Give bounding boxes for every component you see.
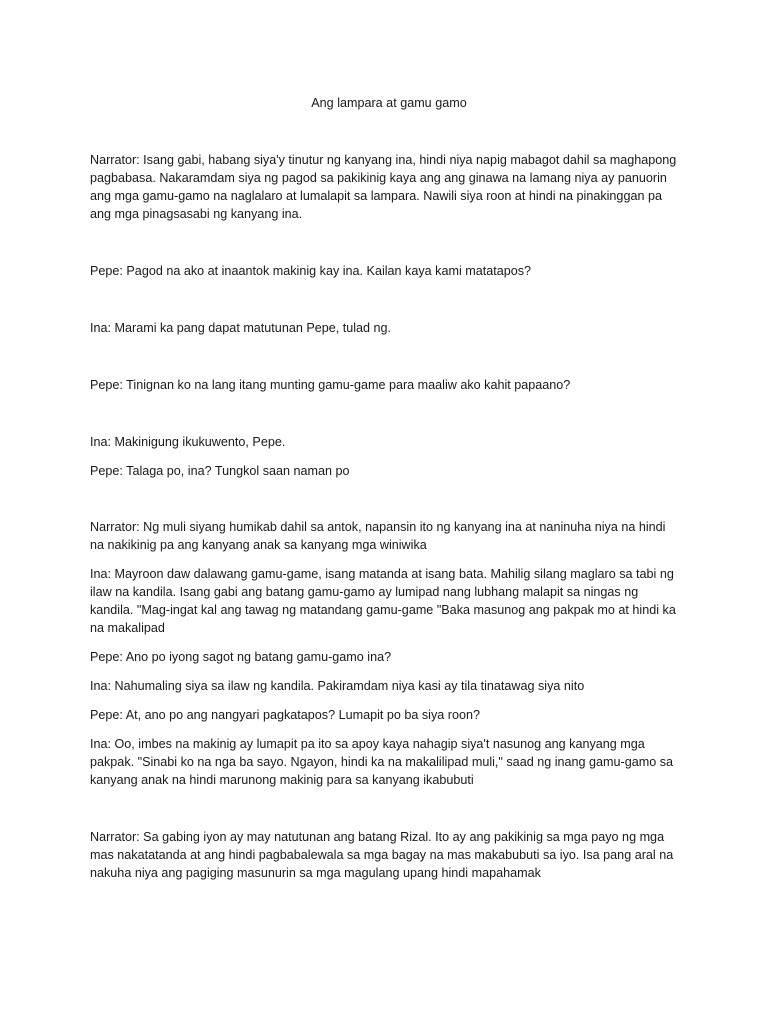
- paragraph-narrator-yawn: Narrator: Ng muli siyang humikab dahil sa antok, napansin ito ng kanyang ina at naninuha niya na hindi na nakikinig pa ang kanyang anak sa kanyang mga winiwika: [90, 520, 666, 552]
- paragraph-ina-learn: Ina: Marami ka pang dapat matutunan Pepe, tulad ng.: [90, 321, 392, 335]
- paragraph-pepe-really: Pepe: Talaga po, ina? Tungkol saan naman po: [90, 464, 350, 478]
- paragraph-pepe-watch: Pepe: Tinignan ko na lang itang munting gamu-game para maaliw ako kahit papaano?: [90, 378, 571, 392]
- paragraph-narrator-lesson: Narrator: Sa gabing iyon ay may natutunan ang batang Rizal. Ito ay ang pakikinig sa mga payo ng mga mas nakatatanda at ang hindi pagbabalewala sa mga bagay na mas makabubuti sa iyo. Isa pang aral na nakuha niya ang pagiging masunurin sa mga magulang upang hindi mapahamak: [90, 830, 674, 880]
- paragraph-ina-listen: Ina: Makinigung ikukuwento, Pepe.: [90, 435, 286, 449]
- paragraph-narrator-intro: Narrator: Isang gabi, habang siya'y tinutur ng kanyang ina, hindi niya napig mabagot dahil sa maghapong pagbabasa. Nakaramdam siya ng pagod sa pakikinig kaya ang ang ginawa na lamang niya ay panuorin ang mga gamu-gamo na naglalaro at lumalapit sa lampara. Nawili siya roon at hindi na pinakinggan pa ang mga pinagsasabi ng kanyang ina.: [90, 153, 677, 221]
- paragraph-ina-story: Ina: Mayroon daw dalawang gamu-game, isang matanda at isang bata. Mahilig silang maglaro sa tabi ng ilaw na kandila. Isang gabi ang batang gamu-gamo ay lumipad nang lubhang malapit sa ningas ng kandila. "Mag-ingat kal ang tawag ng matandang gamu-game "Baka masunog ang pakpak mo at hindi ka na makalipad: [90, 567, 676, 635]
- paragraph-pepe-what-happened: Pepe: At, ano po ang nangyari pagkatapos? Lumapit po ba siya roon?: [90, 708, 480, 722]
- paragraph-pepe-tired: Pepe: Pagod na ako at inaantok makinig kay ina. Kailan kaya kami matatapos?: [90, 264, 532, 278]
- paragraph-ina-attracted: Ina: Nahumaling siya sa ilaw ng kandila. Pakiramdam niya kasi ay tila tinatawag siya nito: [90, 679, 585, 693]
- document-title: Ang lampara at gamu gamo: [311, 96, 467, 110]
- paragraph-ina-burned: Ina: Oo, imbes na makinig ay lumapit pa ito sa apoy kaya nahagip siya't nasunog ang kanyang mga pakpak. "Sinabi ko na nga ba sayo. Ngayon, hindi ka na makalilipad muli," saad ng inang gamu-gamo sa kanyang anak na hindi marunong makinig para sa kanyang ikabubuti: [90, 737, 674, 787]
- paragraph-pepe-answer: Pepe: Ano po iyong sagot ng batang gamu-gamo ina?: [90, 650, 392, 664]
